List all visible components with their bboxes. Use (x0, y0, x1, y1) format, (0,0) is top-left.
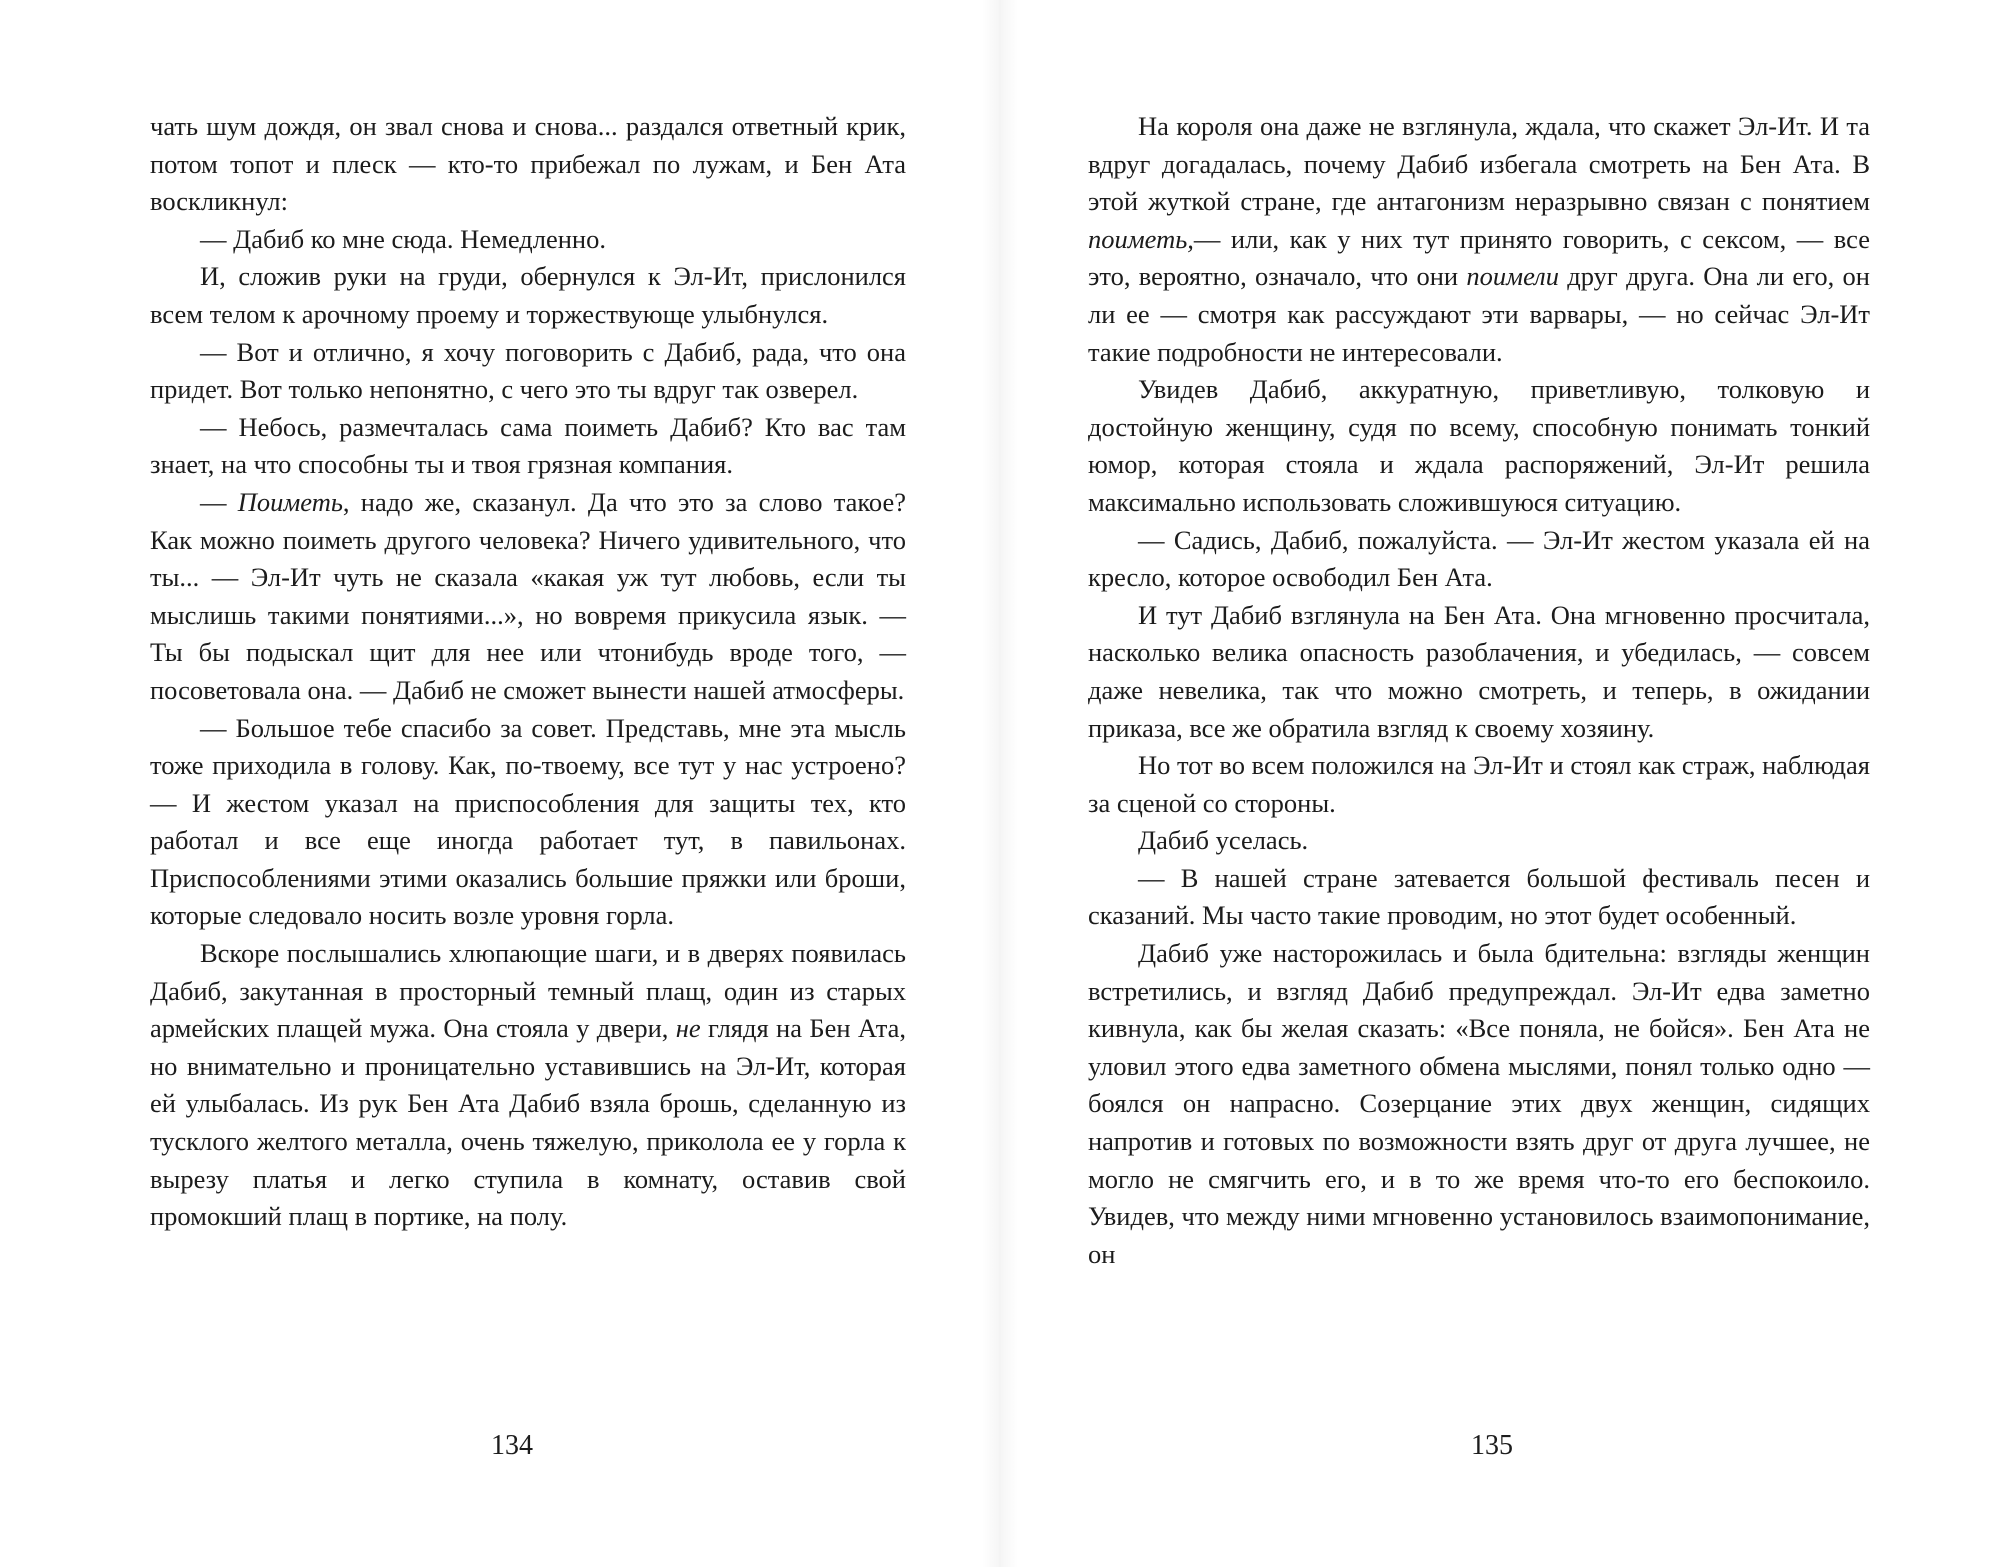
paragraph: — Садись, Дабиб, пожалуйста. — Эл-Ит жестом указала ей на кресло, которое освободил Бен Ата. (1088, 524, 1870, 593)
italic-word: поимели (1466, 261, 1559, 292)
page-number-left: 134 (491, 1430, 533, 1461)
italic-word: поиметь, (1088, 223, 1194, 254)
italic-word: не (675, 1013, 701, 1044)
paragraph: Вскоре послышались хлюпающие шаги, и в дверях появилась Дабиб, закутанная в просторный темный плащ, один из старых армейских плащей мужа. Она стояла у двери, не глядя на Бен Ата, но внимательно и проницательно уставившись на Эл-Ит, которая ей улыбалась. Из рук Бен Ата Дабиб взяла брошь, сделанную из тусклого желтого металла, очень тяжелую, приколола ее у горла к вырезу платья и легко ступила в комнату, оставив свой промокший плащ в портике, на полу. (150, 938, 906, 1232)
paragraph: — Поиметь, надо же, сказанул. Да что это за слово такое? Как можно поиметь другого человека? Ничего удивительного, что ты... — Эл-Ит чуть не сказала «какая уж тут любовь, если ты мыслишь такими понятиями...», но вовремя прикусила язык. — Ты бы подыскал щит для нее или чтонибудь вроде того, — посоветовала она. — Дабиб не сможет вынести нашей атмосферы. (150, 486, 906, 705)
paragraph: — Дабиб ко мне сюда. Немедленно. (200, 223, 606, 254)
book-gutter (982, 0, 1018, 1567)
paragraph: — Вот и отлично, я хочу поговорить с Дабиб, рада, что она придет. Вот только непонятно, с чего это ты вдруг так озверел. (150, 336, 906, 405)
paragraph: Но тот во всем положился на Эл-Ит и стоял как страж, наблюдая за сценой со стороны. (1088, 750, 1870, 818)
paragraph: Дабиб уселась. (1138, 825, 1309, 856)
right-page-text (1088, 108, 1870, 1273)
paragraph: И тут Дабиб взглянула на Бен Ата. Она мгновенно просчитала, насколько велика опасность разоблачения, и убедилась, — совсем даже невелика, так что можно смотреть, и теперь, в ожидании приказа, все же обратила взгляд к своему хозяину. (1088, 599, 1870, 743)
page-number-right: 135 (1471, 1430, 1513, 1461)
paragraph: На короля она даже не взглянула, ждала, что скажет Эл-Ит. И та вдруг догадалась, почему Дабиб избегала смотреть на Бен Ата. В этой жуткой стране, где антагонизм неразрывно связан с понятием поиметь,— или, как у них тут принято говорить, с сексом, — все это, вероятно, означало, что они поимели друг друга. Она ли его, он ли ее — смотря как рассуждают эти варвары, — но сейчас Эл-Ит такие подробности не интересовали. (1088, 111, 1870, 367)
paragraph: Увидев Дабиб, аккуратную, приветливую, толковую и достойную женщину, судя по всему, способную понимать тонкий юмор, которая стояла и ждала распоряжений, Эл-Ит решила максимально использовать сложившуюся ситуацию. (1088, 374, 1870, 517)
paragraph: чать шум дождя, он звал снова и снова... раздался ответный крик, потом топот и плеск — кто-то прибежал по лужам, и Бен Ата воскликнул: (150, 111, 906, 217)
paragraph: — Небось, размечталась сама поиметь Дабиб? Кто вас там знает, на что способны ты и твоя грязная компания. (150, 411, 906, 480)
italic-word: Поиметь (237, 486, 343, 517)
paragraph: — В нашей стране затевается большой фестиваль песен и сказаний. Мы часто такие проводим, но этот будет особенный. (1088, 862, 1870, 931)
paragraph: — Большое тебе спасибо за совет. Представь, мне эта мысль тоже приходила в голову. Как, по-твоему, все тут у нас устроено? — И жестом указал на приспособления для защиты тех, кто работал и все еще иногда работает тут, в павильонах. Приспособлениями этими оказались большие пряжки или броши, которые следовало носить возле уровня горла. (150, 712, 906, 931)
left-page-text (150, 108, 906, 1236)
paragraph: И, сложив руки на груди, обернулся к Эл-Ит, прислонился всем телом к арочному проему и торжествующе улыбнулся. (150, 261, 906, 329)
paragraph: Дабиб уже насторожилась и была бдительна: взгляды женщин встретились, и взгляд Дабиб предупреждал. Эл-Ит едва заметно кивнула, как бы желая сказать: «Все поняла, не бойся». Бен Ата не уловил этого едва заметного обмена мыслями, понял только одно — боялся он напрасно. Созерцание этих двух женщин, сидящих напротив и готовых по возможности взять друг от друга лучшее, не могло не смягчить его, и в то же время что-то его беспокоило. Увидев, что между ними мгновенно установилось взаимопонимание, он (1088, 938, 1870, 1269)
